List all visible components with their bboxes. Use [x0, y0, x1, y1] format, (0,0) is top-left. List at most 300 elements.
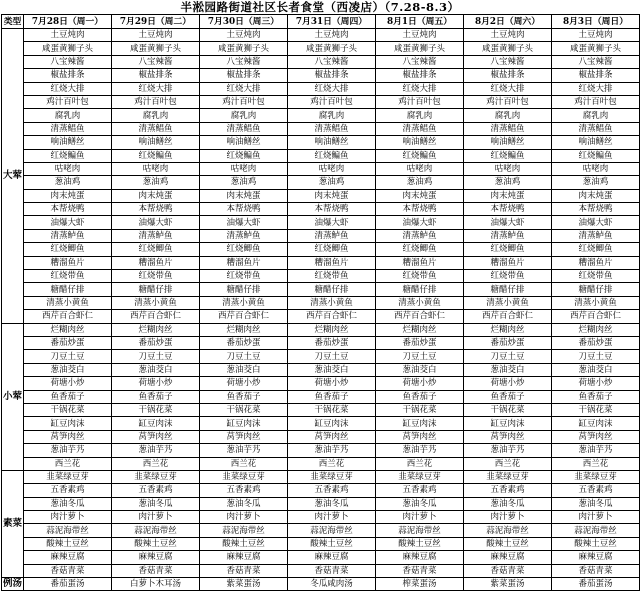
dish-cell: 酸辣土豆丝	[200, 537, 288, 550]
dish-cell: 鱼香茄子	[376, 390, 464, 403]
dish-cell: 椒盐排条	[200, 69, 288, 82]
dish-cell: 椒盐排条	[288, 69, 376, 82]
dish-cell: 西兰花	[464, 457, 552, 470]
dish-cell: 莴笋肉丝	[552, 430, 640, 443]
dish-cell: 蒜泥海带丝	[24, 524, 112, 537]
menu-row	[2, 390, 640, 403]
dish-cell: 肉末炖蛋	[112, 189, 200, 202]
dish-cell: 清蒸鲈鱼	[288, 229, 376, 242]
dish-cell: 咕咾肉	[376, 162, 464, 175]
dish-cell: 糟溜鱼片	[112, 256, 200, 269]
dish-cell: 肉末炖蛋	[288, 189, 376, 202]
dish-cell: 清蒸小黄鱼	[112, 296, 200, 309]
dish-cell: 八宝辣酱	[376, 55, 464, 68]
dish-cell: 干锅花菜	[200, 403, 288, 416]
dish-cell: 西兰花	[376, 457, 464, 470]
dish-cell: 韭菜绿豆芽	[552, 470, 640, 483]
dish-cell: 荷塘小炒	[200, 377, 288, 390]
dish-cell: 肉汁萝卜	[24, 511, 112, 524]
dish-cell: 咕咾肉	[552, 162, 640, 175]
dish-cell: 缸豆肉沫	[24, 417, 112, 430]
dish-cell: 榨菜蛋汤	[376, 578, 464, 591]
dish-cell: 椒盐排条	[112, 69, 200, 82]
dish-cell: 鱼香茄子	[552, 390, 640, 403]
dish-cell: 葱油芋艿	[288, 444, 376, 457]
dish-cell: 麻辣豆腐	[288, 551, 376, 564]
dish-cell: 紫菜蛋汤	[200, 578, 288, 591]
menu-table	[1, 14, 640, 591]
menu-row	[2, 69, 640, 82]
dish-cell: 五香素鸡	[376, 484, 464, 497]
dish-cell: 香菇青菜	[288, 564, 376, 577]
dish-cell: 西芹百合虾仁	[552, 310, 640, 323]
dish-cell: 西兰花	[200, 457, 288, 470]
menu-row	[2, 82, 640, 95]
dish-cell: 香菇青菜	[200, 564, 288, 577]
dish-cell: 清蒸小黄鱼	[464, 296, 552, 309]
dish-cell: 干锅花菜	[464, 403, 552, 416]
dish-cell: 清蒸鲈鱼	[464, 229, 552, 242]
dish-cell: 西芹百合虾仁	[24, 310, 112, 323]
dish-cell: 番茄炒蛋	[200, 336, 288, 349]
menu-row	[2, 270, 640, 283]
dish-cell: 干锅花菜	[376, 403, 464, 416]
dish-cell: 西兰花	[288, 457, 376, 470]
dish-cell: 番茄蛋汤	[552, 578, 640, 591]
dish-cell: 本帮烧鸭	[112, 203, 200, 216]
dish-cell: 麻辣豆腐	[200, 551, 288, 564]
dish-cell: 葱油冬瓜	[24, 497, 112, 510]
dish-cell: 咸蛋黄狮子头	[112, 42, 200, 55]
dish-cell: 葱油冬瓜	[288, 497, 376, 510]
menu-row	[2, 363, 640, 376]
dish-cell: 刀豆土豆	[464, 350, 552, 363]
dish-cell: 咕咾肉	[288, 162, 376, 175]
dish-cell: 糟溜鱼片	[464, 256, 552, 269]
dish-cell: 土豆炖肉	[464, 29, 552, 42]
dish-cell: 椒盐排条	[552, 69, 640, 82]
dish-cell: 肉汁萝卜	[464, 511, 552, 524]
dish-cell: 糖醋仔排	[376, 283, 464, 296]
dish-cell: 莴笋肉丝	[288, 430, 376, 443]
dish-cell: 葱油鸡	[376, 176, 464, 189]
menu-row	[2, 122, 640, 135]
dish-cell: 本帮烧鸭	[376, 203, 464, 216]
dish-cell: 麻辣豆腐	[112, 551, 200, 564]
dish-cell: 番茄炒蛋	[24, 336, 112, 349]
dish-cell: 麻辣豆腐	[464, 551, 552, 564]
dish-cell: 清蒸小黄鱼	[376, 296, 464, 309]
dish-cell: 红烧鲫鱼	[24, 243, 112, 256]
dish-cell: 葱油茭白	[288, 363, 376, 376]
day-header: 8月3日（周日）	[552, 15, 640, 29]
category-label: 小荤	[2, 323, 24, 470]
dish-cell: 糖醋仔排	[552, 283, 640, 296]
dish-cell: 鱼香茄子	[200, 390, 288, 403]
dish-cell: 腐乳肉	[24, 109, 112, 122]
menu-row	[2, 430, 640, 443]
dish-cell: 土豆炖肉	[24, 29, 112, 42]
dish-cell: 糖醋仔排	[112, 283, 200, 296]
dish-cell: 葱油茭白	[552, 363, 640, 376]
dish-cell: 蒜泥海带丝	[464, 524, 552, 537]
dish-cell: 香菇青菜	[552, 564, 640, 577]
dish-cell: 莴笋肉丝	[376, 430, 464, 443]
dish-cell: 油爆大虾	[376, 216, 464, 229]
menu-row	[2, 109, 640, 122]
dish-cell: 本帮烧鸭	[464, 203, 552, 216]
dish-cell: 刀豆土豆	[112, 350, 200, 363]
dish-cell: 鱼香茄子	[464, 390, 552, 403]
dish-cell: 白萝卜木耳汤	[112, 578, 200, 591]
page-title: 半淞园路街道社区长者食堂（西凌店）（7.28-8.3）	[180, 0, 460, 14]
dish-cell: 鸡汁百叶包	[24, 95, 112, 108]
dish-cell: 土豆炖肉	[288, 29, 376, 42]
dish-cell: 清蒸鲳鱼	[288, 122, 376, 135]
dish-cell: 荷塘小炒	[112, 377, 200, 390]
menu-row	[2, 229, 640, 242]
menu-row	[2, 310, 640, 323]
dish-cell: 红烧鲫鱼	[464, 243, 552, 256]
menu-row	[2, 578, 640, 591]
dish-cell: 糖醋仔排	[288, 283, 376, 296]
day-header: 7月31日（周四）	[288, 15, 376, 29]
dish-cell: 葱油茭白	[464, 363, 552, 376]
dish-cell: 土豆炖肉	[552, 29, 640, 42]
menu-row	[2, 403, 640, 416]
dish-cell: 咸蛋黄狮子头	[464, 42, 552, 55]
dish-cell: 肉末炖蛋	[464, 189, 552, 202]
dish-cell: 糟溜鱼片	[200, 256, 288, 269]
dish-cell: 番茄蛋汤	[24, 578, 112, 591]
dish-cell: 葱油芋艿	[112, 444, 200, 457]
dish-cell: 酸辣土豆丝	[464, 537, 552, 550]
dish-cell: 蒜泥海带丝	[288, 524, 376, 537]
dish-cell: 腐乳肉	[464, 109, 552, 122]
category-label: 大荤	[2, 29, 24, 324]
dish-cell: 咕咾肉	[112, 162, 200, 175]
dish-cell: 红烧大排	[376, 82, 464, 95]
dish-cell: 莴笋肉丝	[200, 430, 288, 443]
dish-cell: 糟溜鱼片	[552, 256, 640, 269]
dish-cell: 西芹百合虾仁	[376, 310, 464, 323]
type-header: 类型	[2, 15, 24, 29]
dish-cell: 油爆大虾	[464, 216, 552, 229]
dish-cell: 油爆大虾	[200, 216, 288, 229]
menu-row	[2, 417, 640, 430]
dish-cell: 糖醋仔排	[24, 283, 112, 296]
dish-cell: 葱油茭白	[376, 363, 464, 376]
dish-cell: 荷塘小炒	[288, 377, 376, 390]
dish-cell: 本帮烧鸭	[24, 203, 112, 216]
dish-cell: 烂糊肉丝	[24, 323, 112, 336]
dish-cell: 鸡汁百叶包	[376, 95, 464, 108]
dish-cell: 香菇青菜	[376, 564, 464, 577]
dish-cell: 红烧鲫鱼	[288, 243, 376, 256]
menu-row	[2, 524, 640, 537]
dish-cell: 肉末炖蛋	[200, 189, 288, 202]
dish-cell: 荷塘小炒	[376, 377, 464, 390]
dish-cell: 麻辣豆腐	[24, 551, 112, 564]
dish-cell: 椒盐排条	[376, 69, 464, 82]
dish-cell: 番茄炒蛋	[552, 336, 640, 349]
dish-cell: 清蒸鲳鱼	[200, 122, 288, 135]
dish-cell: 烂糊肉丝	[200, 323, 288, 336]
dish-cell: 缸豆肉沫	[200, 417, 288, 430]
dish-cell: 荷塘小炒	[552, 377, 640, 390]
dish-cell: 荷塘小炒	[24, 377, 112, 390]
menu-row	[2, 296, 640, 309]
menu-row	[2, 564, 640, 577]
dish-cell: 响油鳝丝	[112, 136, 200, 149]
dish-cell: 烂糊肉丝	[288, 323, 376, 336]
dish-cell: 葱油茭白	[24, 363, 112, 376]
dish-cell: 腐乳肉	[112, 109, 200, 122]
day-header: 7月30日（周三）	[200, 15, 288, 29]
menu-row	[2, 283, 640, 296]
dish-cell: 肉末炖蛋	[552, 189, 640, 202]
dish-cell: 八宝辣酱	[24, 55, 112, 68]
menu-row	[2, 444, 640, 457]
dish-cell: 红烧大排	[464, 82, 552, 95]
dish-cell: 土豆炖肉	[376, 29, 464, 42]
menu-row	[2, 243, 640, 256]
dish-cell: 葱油芋艿	[200, 444, 288, 457]
dish-cell: 红烧带鱼	[376, 270, 464, 283]
dish-cell: 红烧鲫鱼	[552, 243, 640, 256]
dish-cell: 鸡汁百叶包	[464, 95, 552, 108]
dish-cell: 酸辣土豆丝	[24, 537, 112, 550]
dish-cell: 土豆炖肉	[112, 29, 200, 42]
dish-cell: 韭菜绿豆芽	[200, 470, 288, 483]
dish-cell: 响油鳝丝	[464, 136, 552, 149]
dish-cell: 本帮烧鸭	[200, 203, 288, 216]
dish-cell: 咕咾肉	[200, 162, 288, 175]
category-label: 例汤	[2, 578, 22, 590]
dish-cell: 咸蛋黄狮子头	[24, 42, 112, 55]
dish-cell: 葱油鸡	[464, 176, 552, 189]
dish-cell: 刀豆土豆	[24, 350, 112, 363]
dish-cell: 干锅花菜	[552, 403, 640, 416]
dish-cell: 葱油冬瓜	[464, 497, 552, 510]
menu-row	[2, 457, 640, 470]
dish-cell: 红烧带鱼	[112, 270, 200, 283]
dish-cell: 五香素鸡	[552, 484, 640, 497]
dish-cell: 椒盐排条	[464, 69, 552, 82]
menu-row	[2, 149, 640, 162]
dish-cell: 香菇青菜	[464, 564, 552, 577]
dish-cell: 肉末炖蛋	[376, 189, 464, 202]
dish-cell: 烂糊肉丝	[464, 323, 552, 336]
dish-cell: 葱油鸡	[112, 176, 200, 189]
dish-cell: 五香素鸡	[464, 484, 552, 497]
dish-cell: 刀豆土豆	[376, 350, 464, 363]
dish-cell: 西兰花	[112, 457, 200, 470]
menu-row	[2, 377, 640, 390]
dish-cell: 清蒸鲈鱼	[112, 229, 200, 242]
dish-cell: 红烧大排	[200, 82, 288, 95]
dish-cell: 蒜泥海带丝	[552, 524, 640, 537]
dish-cell: 咸蛋黄狮子头	[288, 42, 376, 55]
menu-row	[2, 29, 640, 42]
dish-cell: 西芹百合虾仁	[112, 310, 200, 323]
dish-cell: 麻辣豆腐	[552, 551, 640, 564]
dish-cell: 蒜泥海带丝	[112, 524, 200, 537]
dish-cell: 番茄炒蛋	[376, 336, 464, 349]
category-label: 素菜	[2, 470, 24, 577]
dish-cell: 葱油鸡	[200, 176, 288, 189]
dish-cell: 红烧大排	[288, 82, 376, 95]
menu-row	[2, 336, 640, 349]
dish-cell: 莴笋肉丝	[24, 430, 112, 443]
dish-cell: 响油鳝丝	[24, 136, 112, 149]
dish-cell: 蒜泥海带丝	[376, 524, 464, 537]
day-header: 8月2日（周六）	[464, 15, 552, 29]
dish-cell: 肉汁萝卜	[200, 511, 288, 524]
dish-cell: 肉汁萝卜	[552, 511, 640, 524]
dish-cell: 干锅花菜	[288, 403, 376, 416]
dish-cell: 红烧鳊鱼	[200, 149, 288, 162]
dish-cell: 红烧带鱼	[200, 270, 288, 283]
dish-cell: 刀豆土豆	[200, 350, 288, 363]
dish-cell: 糟溜鱼片	[24, 256, 112, 269]
dish-cell: 红烧带鱼	[288, 270, 376, 283]
dish-cell: 鸡汁百叶包	[200, 95, 288, 108]
dish-cell: 蒜泥海带丝	[200, 524, 288, 537]
menu-row	[2, 484, 640, 497]
dish-cell: 清蒸小黄鱼	[288, 296, 376, 309]
menu-row	[2, 470, 640, 483]
dish-cell: 红烧鲫鱼	[200, 243, 288, 256]
dish-cell: 清蒸鲳鱼	[552, 122, 640, 135]
dish-cell: 荷塘小炒	[464, 377, 552, 390]
menu-row	[2, 497, 640, 510]
menu-row	[2, 136, 640, 149]
dish-cell: 响油鳝丝	[376, 136, 464, 149]
dish-cell: 紫菜蛋汤	[464, 578, 552, 591]
menu-row	[2, 95, 640, 108]
dish-cell: 西芹百合虾仁	[200, 310, 288, 323]
dish-cell: 莴笋肉丝	[464, 430, 552, 443]
menu-row	[2, 162, 640, 175]
dish-cell: 糖醋仔排	[464, 283, 552, 296]
dish-cell: 五香素鸡	[24, 484, 112, 497]
dish-cell: 五香素鸡	[288, 484, 376, 497]
dish-cell: 清蒸鲈鱼	[24, 229, 112, 242]
dish-cell: 红烧大排	[24, 82, 112, 95]
dish-cell: 刀豆土豆	[552, 350, 640, 363]
dish-cell: 鱼香茄子	[288, 390, 376, 403]
dish-cell: 肉汁萝卜	[288, 511, 376, 524]
dish-cell: 本帮烧鸭	[288, 203, 376, 216]
dish-cell: 清蒸鲈鱼	[552, 229, 640, 242]
dish-cell: 清蒸鲳鱼	[464, 122, 552, 135]
dish-cell: 响油鳝丝	[200, 136, 288, 149]
dish-cell: 干锅花菜	[112, 403, 200, 416]
menu-row	[2, 216, 640, 229]
menu-row	[2, 42, 640, 55]
dish-cell: 烂糊肉丝	[112, 323, 200, 336]
dish-cell: 糟溜鱼片	[288, 256, 376, 269]
dish-cell: 咕咾肉	[464, 162, 552, 175]
dish-cell: 西芹百合虾仁	[464, 310, 552, 323]
dish-cell: 莴笋肉丝	[112, 430, 200, 443]
dish-cell: 糖醋仔排	[200, 283, 288, 296]
dish-cell: 刀豆土豆	[288, 350, 376, 363]
dish-cell: 红烧鳊鱼	[288, 149, 376, 162]
dish-cell: 葱油冬瓜	[552, 497, 640, 510]
dish-cell: 缸豆肉沫	[464, 417, 552, 430]
menu-row	[2, 551, 640, 564]
dish-cell: 椒盐排条	[24, 69, 112, 82]
dish-cell: 韭菜绿豆芽	[376, 470, 464, 483]
dish-cell: 油爆大虾	[552, 216, 640, 229]
dish-cell: 五香素鸡	[200, 484, 288, 497]
dish-cell: 清蒸鲈鱼	[200, 229, 288, 242]
dish-cell: 香菇青菜	[112, 564, 200, 577]
dish-cell: 咸蛋黄狮子头	[552, 42, 640, 55]
menu-row	[2, 350, 640, 363]
day-header: 7月28日（周一）	[24, 15, 112, 29]
dish-cell: 红烧鳊鱼	[112, 149, 200, 162]
dish-cell: 缸豆肉沫	[112, 417, 200, 430]
dish-cell: 红烧鳊鱼	[376, 149, 464, 162]
dish-cell: 鸡汁百叶包	[112, 95, 200, 108]
dish-cell: 葱油鸡	[24, 176, 112, 189]
dish-cell: 冬瓜咸肉汤	[288, 578, 376, 591]
dish-cell: 清蒸鲳鱼	[112, 122, 200, 135]
menu-row	[2, 55, 640, 68]
dish-cell: 响油鳝丝	[552, 136, 640, 149]
dish-cell: 酸辣土豆丝	[112, 537, 200, 550]
dish-cell: 红烧鳊鱼	[24, 149, 112, 162]
dish-cell: 干锅花菜	[24, 403, 112, 416]
menu-row	[2, 537, 640, 550]
dish-cell: 咕咾肉	[24, 162, 112, 175]
dish-cell: 西兰花	[24, 457, 112, 470]
dish-cell: 土豆炖肉	[200, 29, 288, 42]
dish-cell: 红烧鲫鱼	[112, 243, 200, 256]
dish-cell: 肉汁萝卜	[376, 511, 464, 524]
dish-cell: 五香素鸡	[112, 484, 200, 497]
dish-cell: 糟溜鱼片	[376, 256, 464, 269]
dish-cell: 腐乳肉	[376, 109, 464, 122]
dish-cell: 西兰花	[552, 457, 640, 470]
dish-cell: 葱油茭白	[200, 363, 288, 376]
dish-cell: 鱼香茄子	[24, 390, 112, 403]
dish-cell: 葱油鸡	[288, 176, 376, 189]
dish-cell: 缸豆肉沫	[376, 417, 464, 430]
dish-cell: 八宝辣酱	[464, 55, 552, 68]
dish-cell: 葱油芋艿	[24, 444, 112, 457]
dish-cell: 西芹百合虾仁	[288, 310, 376, 323]
dish-cell: 酸辣土豆丝	[288, 537, 376, 550]
dish-cell: 红烧大排	[552, 82, 640, 95]
dish-cell: 葱油冬瓜	[200, 497, 288, 510]
dish-cell: 清蒸鲳鱼	[24, 122, 112, 135]
dish-cell: 韭菜绿豆芽	[288, 470, 376, 483]
dish-cell: 葱油冬瓜	[376, 497, 464, 510]
dish-cell: 红烧鳊鱼	[552, 149, 640, 162]
dish-cell: 鸡汁百叶包	[552, 95, 640, 108]
day-header: 8月1日（周五）	[376, 15, 464, 29]
dish-cell: 腐乳肉	[552, 109, 640, 122]
dish-cell: 韭菜绿豆芽	[24, 470, 112, 483]
dish-cell: 清蒸鲳鱼	[376, 122, 464, 135]
dish-cell: 葱油鸡	[552, 176, 640, 189]
dish-cell: 油爆大虾	[112, 216, 200, 229]
dish-cell: 葱油芋艿	[552, 444, 640, 457]
